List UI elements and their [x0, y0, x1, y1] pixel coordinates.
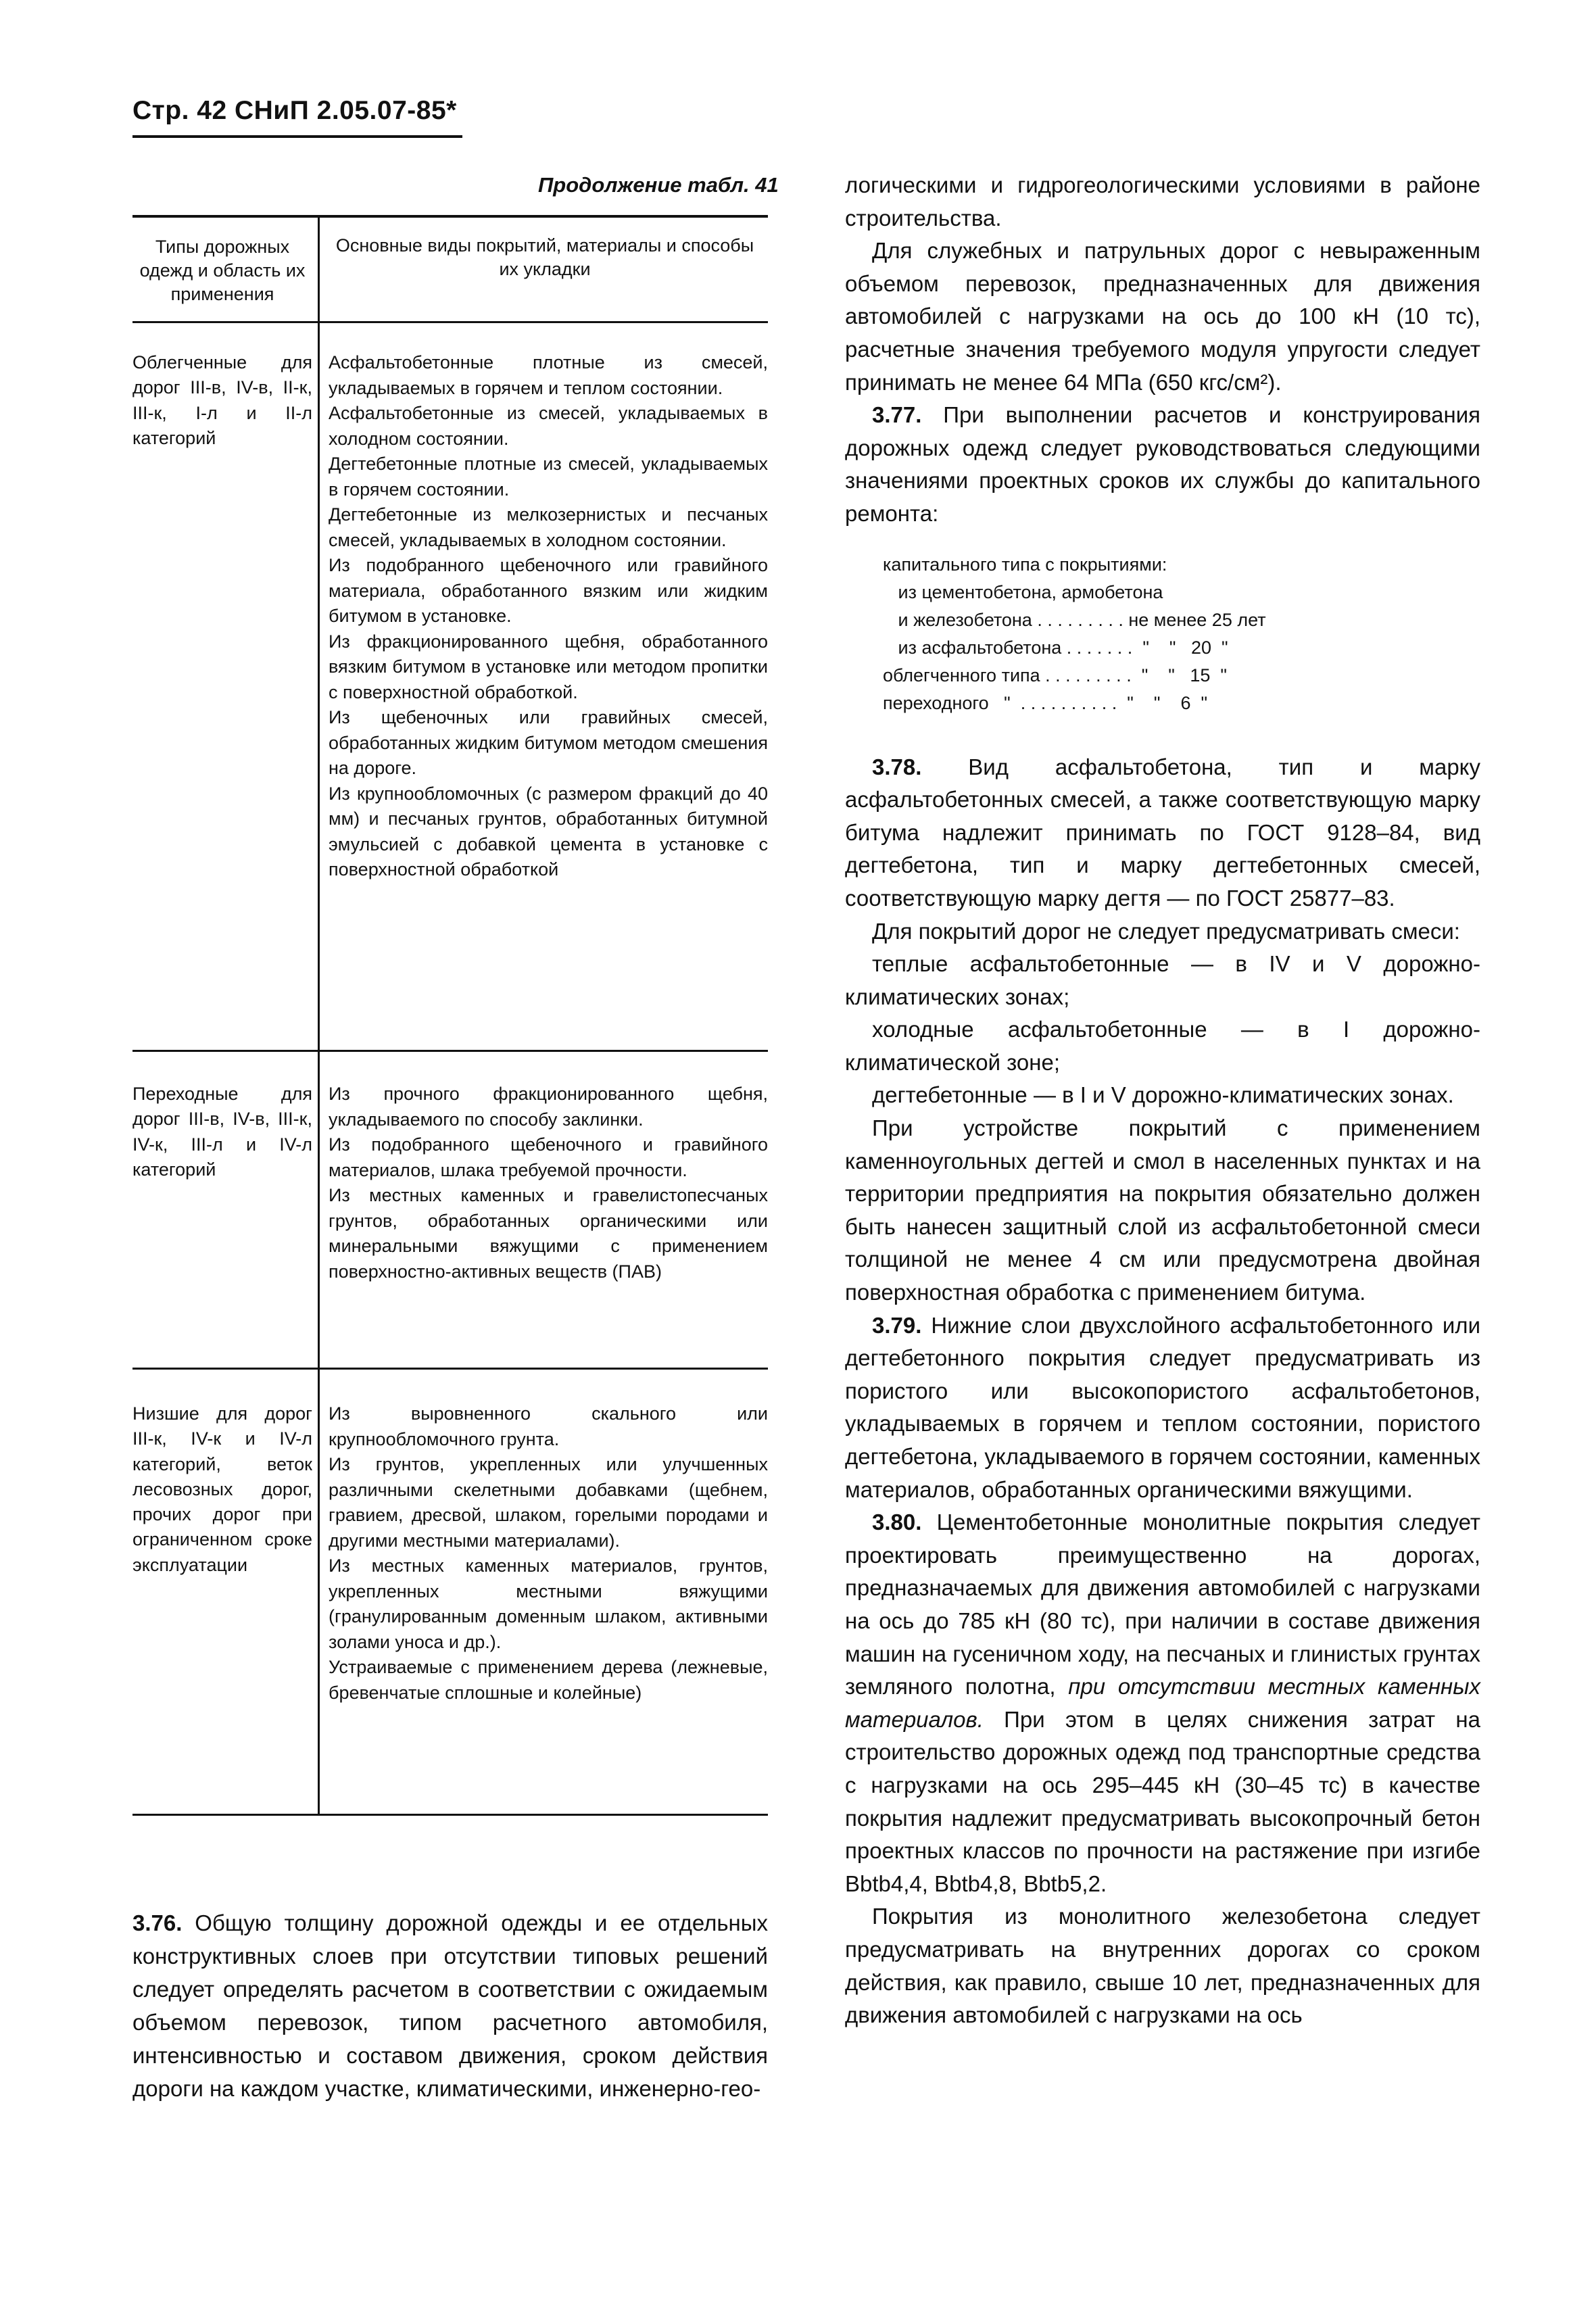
- list-item: из асфальтобетона . . . . . . . " " 20 ": [883, 637, 1228, 658]
- row1-item: Дегтебетонные из мелкозернистых и песчаных смесей, укладываемых в холодном состоянии.: [329, 504, 768, 550]
- row2-materials: [329, 1082, 768, 1284]
- row1-item: Из крупнообломочных (с размером фракций до 40 мм) и песчаных грунтов, обработанных битумной эмульсией с добавкой цемента в установке с поверхностной обработкой: [329, 783, 768, 879]
- table-41: [132, 215, 768, 1816]
- right-column: [845, 169, 1480, 2032]
- table-bottom-rule: [132, 1814, 768, 1816]
- table-top-rule: [132, 215, 768, 218]
- paragraph: дегтебетонные — в I и V дорожно-климатических зонах.: [872, 1082, 1454, 1108]
- row1-item: Из фракционированного щебня, обработанного вязким битумом в установке или методом пропитки с поверхностной обработкой.: [329, 631, 768, 702]
- table-column-divider: [318, 215, 320, 1816]
- clause-number: 3.77.: [872, 402, 922, 428]
- row2-item: Из местных каменных и гравелистопесчаных грунтов, обработанных органическими или минеральными вяжущими с применением поверхностно-активных веществ (ПАВ): [329, 1185, 768, 1282]
- row3-item: Из грунтов, укрепленных или улучшенных различными скелетными добавками (щебнем, гравием, дресвой, шлаком, горелыми породами и другими местными материалами).: [329, 1454, 768, 1551]
- clause-text: Общую толщину дорожной одежды и ее отдельных конструктивных слоев при отсутствии типовых решений следует определять расчетом в соответствии с ожидаемым объемом перевозок, типом расчетного автомобиля, интенсивностью и составом движения, сроком действия дороги на каждом участке, климатическими, инженерно-гео-: [132, 1910, 768, 2101]
- header-rule: [132, 321, 768, 323]
- row1-item: Из щебеночных или гравийных смесей, обработанных жидким битумом методом смешения на дороге.: [329, 707, 768, 778]
- row3-item: Из местных каменных материалов, грунтов, укрепленных местными вяжущими (гранулированным доменным шлаком, активными золами уноса и др.).: [329, 1555, 768, 1652]
- page-header: Стр. 42 СНиП 2.05.07-85*: [132, 96, 457, 125]
- row1-item: Асфальтобетонные из смесей, укладываемых в холодном состоянии.: [329, 403, 768, 449]
- row3-materials: [329, 1401, 768, 1706]
- row1-materials: [329, 350, 768, 883]
- paragraph-continuation: логическими и гидрогеологическими условиями в районе строительства.: [845, 172, 1480, 231]
- row1-item: Асфальтобетонные плотные из смесей, укладываемых в горячем и теплом состоянии.: [329, 352, 768, 398]
- row2-type: Переходные для дорог III-в, IV-в, III-к, IV-к, III-л и IV-л категорий: [132, 1084, 312, 1180]
- paragraph-3-79: [845, 1309, 1480, 1507]
- paragraph-3-77: [845, 399, 1480, 530]
- col2-header: Основные виды покрытий, материалы и способы их укладки: [335, 235, 754, 279]
- table-continuation-label: Продолжение табл. 41: [538, 173, 779, 197]
- row3-item: Устраиваемые с применением дерева (лежневые, бревенчатые сплошные и колейные): [329, 1657, 768, 1703]
- paragraph: холодные асфальтобетонные — в I дорожно-климатической зоне;: [845, 1017, 1480, 1075]
- paragraph: теплые асфальтобетонные — в IV и V дорожно-климатических зонах;: [845, 951, 1480, 1009]
- clause-number: 3.76.: [132, 1910, 183, 1935]
- clause-text: Вид асфальтобетона, тип и марку асфальтобетонных смесей, а также соответствующую марку битума надлежит принимать по ГОСТ 9128–84, вид дегтебетона, тип и марку дегтебетонных смесей, соответствующую марку дегтя — по ГОСТ 25877–83.: [845, 754, 1480, 911]
- paragraph-3-76: [132, 1906, 768, 2105]
- col1-header: Типы дорожных одежд и область их применения: [139, 237, 306, 304]
- paragraph: Покрытия из монолитного железобетона следует предусматривать на внутренних дорогах со сроком действия, как правило, свыше 10 лет, предназначенных для движения автомобилей с нагрузками на ось: [845, 1904, 1480, 2028]
- paragraph: При устройстве покрытий с применением каменноугольных дегтей и смол в населенных пунктах и на территории предприятия на покрытия обязательно должен быть нанесен защитный слой из асфальтобетонной смеси толщиной не менее 4 см или предусмотрена двойная поверхностная обработка с применением битума.: [845, 1115, 1480, 1305]
- row2-item: Из прочного фракционированного щебня, укладываемого по способу заклинки.: [329, 1084, 768, 1130]
- clause-number: 3.79.: [872, 1312, 922, 1338]
- clause-number: 3.78.: [872, 754, 922, 779]
- clause-text: Нижние слои двухслойного асфальтобетонного или дегтебетонного покрытия следует предусматривать из пористого или высокопористого асфальтобетонов, укладываемых в горячем и теплом состоянии, пористого дегтебетона, укладываемого в горячем состоянии, каменных материалов, обработанных органическими вяжущими.: [845, 1312, 1480, 1502]
- header-underline: [132, 135, 462, 138]
- clause-number: 3.80.: [872, 1510, 922, 1535]
- service-life-list: [883, 551, 1480, 717]
- paragraph: Для покрытий дорог не следует предусматривать смеси:: [872, 918, 1460, 944]
- list-item: и железобетона . . . . . . . . . не менее 25 лет: [883, 609, 1266, 630]
- list-item: переходного " . . . . . . . . . . " " 6 ": [883, 692, 1208, 713]
- clause-text: При выполнении расчетов и конструирования дорожных одежд следует руководствоваться следующими значениями проектных сроков их службы до капитального ремонта:: [845, 402, 1480, 526]
- paragraph-3-78: [845, 751, 1480, 915]
- list-item: капитального типа с покрытиями:: [883, 554, 1167, 575]
- list-item: облегченного типа . . . . . . . . . " " 15 ": [883, 665, 1227, 685]
- row1-item: Из подобранного щебеночного или гравийного материала, обработанного вязким или жидким битумом в установке.: [329, 555, 768, 626]
- clause-text-italic: при отсутствии местных каменных материалов.: [845, 1674, 1480, 1732]
- paragraph-3-80: [845, 1506, 1480, 1900]
- row1-item: Дегтебетонные плотные из смесей, укладываемых в горячем состоянии.: [329, 454, 768, 500]
- list-item: из цементобетона, армобетона: [883, 581, 1163, 602]
- row2-item: Из подобранного щебеночного и гравийного материалов, шлака требуемой прочности.: [329, 1134, 768, 1180]
- row-separator: [132, 1050, 768, 1052]
- row3-item: Из выровненного скального или крупнообломочного грунта.: [329, 1403, 768, 1449]
- clause-text: При этом в целях снижения затрат на строительство дорожных одежд под транспортные средства с нагрузками на ось 295–445 кН (30–45 тс) в качестве покрытия надлежит предусматривать высокопрочный бетон проектных классов по прочности на растяжение при изгибе Bbtb4,4, Bbtb4,8, Bbtb5,2.: [845, 1706, 1480, 1896]
- row3-type: Низшие для дорог III-к, IV-к и IV-л категорий, веток лесовозных дорог, прочих дорог при ограниченном сроке эксплуатации: [132, 1403, 312, 1575]
- paragraph: Для служебных и патрульных дорог с невыраженным объемом перевозок, предназначенных для движения автомобилей с нагрузками на ось до 100 кН (10 тс), расчетные значения требуемого модуля упругости следует принимать не менее 64 МПа (650 кгс/см²).: [845, 238, 1480, 395]
- clause-text: Цементобетонные монолитные покрытия следует проектировать преимущественно на дорогах, предназначаемых для движения автомобилей с нагрузками на ось до 785 кН (80 тс), при наличии в составе движения машин на гусеничном ходу, на песчаных и глинистых грунтах земляного полотна,: [845, 1510, 1480, 1699]
- row1-type: Облегченные для дорог III-в, IV-в, II-к, III-к, I-л и II-л категорий: [132, 352, 312, 448]
- row-separator: [132, 1368, 768, 1370]
